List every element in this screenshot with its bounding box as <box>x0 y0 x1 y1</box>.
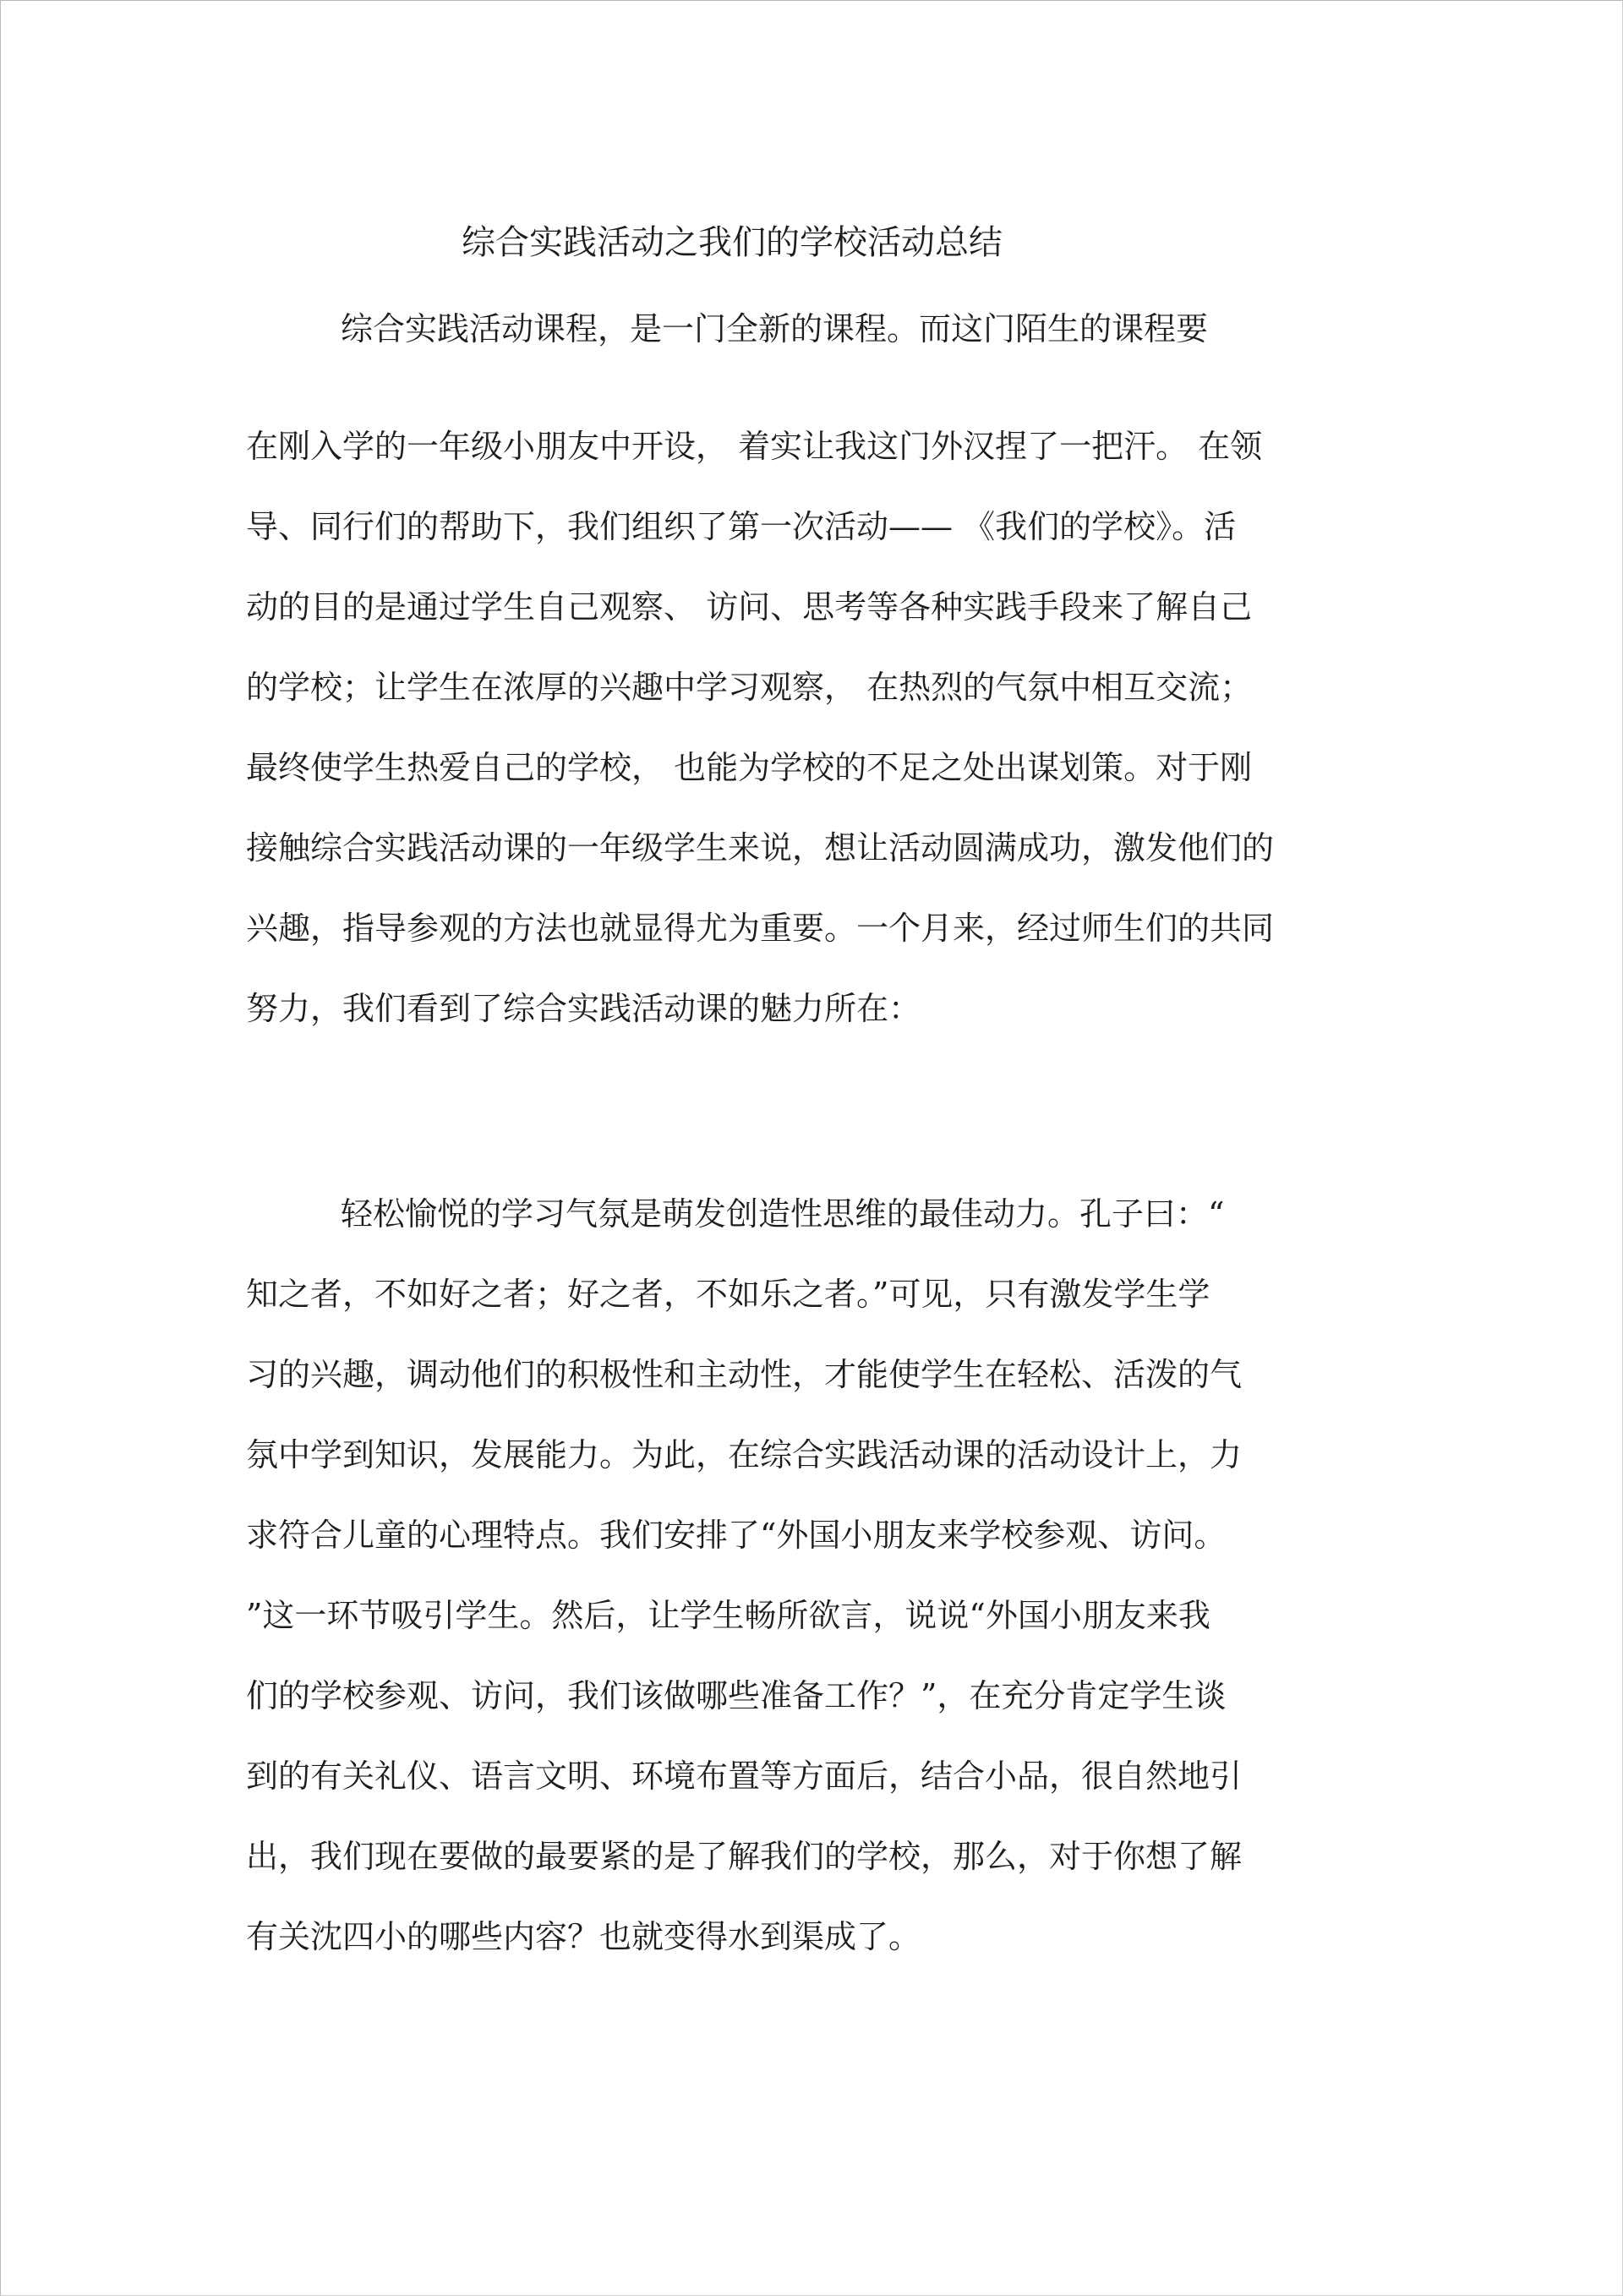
paragraph-2-line-10: 有关沈四小的哪些内容？也就变得水到渠成了。 <box>246 1918 921 1955</box>
document-title: 综合实践活动之我们的学校活动总结 <box>462 223 1003 262</box>
paragraph-2-line-7: 们的学校参观、访问，我们该做哪些准备工作？”，在充分肯定学生谈 <box>246 1677 1227 1714</box>
paragraph-1-line-3: 导、同行们的帮助下，我们组织了第一次活动—— 《我们的学校》。活 <box>246 508 1237 545</box>
paragraph-1-line-5: 的学校；让学生在浓厚的兴趣中学习观察， 在热烈的气氛中相互交流； <box>246 669 1253 706</box>
paragraph-1-line-6: 最终使学生热爱自己的学校， 也能为学校的不足之处出谋划策。对于刚 <box>246 749 1253 786</box>
paragraph-2-line-1: 轻松愉悦的学习气氛是萌发创造性思维的最佳动力。孔子曰：“ <box>341 1195 1225 1233</box>
paragraph-2-line-3: 习的兴趣，调动他们的积极性和主动性，才能使学生在轻松、活泼的气 <box>246 1356 1243 1393</box>
paragraph-2-line-6: ”这一环节吸引学生。然后，让学生畅所欲言，说说“外国小朋友来我 <box>246 1597 1210 1634</box>
paragraph-1-line-8: 兴趣，指导参观的方法也就显得尤为重要。一个月来，经过师生们的共同 <box>246 910 1275 947</box>
paragraph-2-line-9: 出，我们现在要做的最要紧的是了解我们的学校，那么，对于你想了解 <box>246 1838 1243 1875</box>
paragraph-1-line-4: 动的目的是通过学生自己观察、 访问、思考等各种实践手段来了解自己 <box>246 588 1253 626</box>
paragraph-1-line-7: 接触综合实践活动课的一年级学生来说，想让活动圆满成功，激发他们的 <box>246 829 1275 866</box>
paragraph-1-line-9: 努力，我们看到了综合实践活动课的魅力所在： <box>246 990 921 1027</box>
paragraph-2-line-5: 求符合儿童的心理特点。我们安排了“外国小朋友来学校参观、访问。 <box>246 1517 1227 1554</box>
paragraph-2-line-8: 到的有关礼仪、语言文明、环境布置等方面后，结合小品，很自然地引 <box>246 1758 1243 1795</box>
paragraph-2-line-4: 氛中学到知识，发展能力。为此，在综合实践活动课的活动设计上，力 <box>246 1436 1243 1473</box>
paragraph-1-line-2: 在刚入学的一年级小朋友中开设， 着实让我这门外汉捏了一把汗。 在领 <box>246 428 1263 465</box>
paragraph-2-line-2: 知之者，不如好之者；好之者，不如乐之者。”可见，只有激发学生学 <box>246 1276 1210 1313</box>
paragraph-1-line-1: 综合实践活动课程，是一门全新的课程。而这门陌生的课程要 <box>341 310 1209 347</box>
